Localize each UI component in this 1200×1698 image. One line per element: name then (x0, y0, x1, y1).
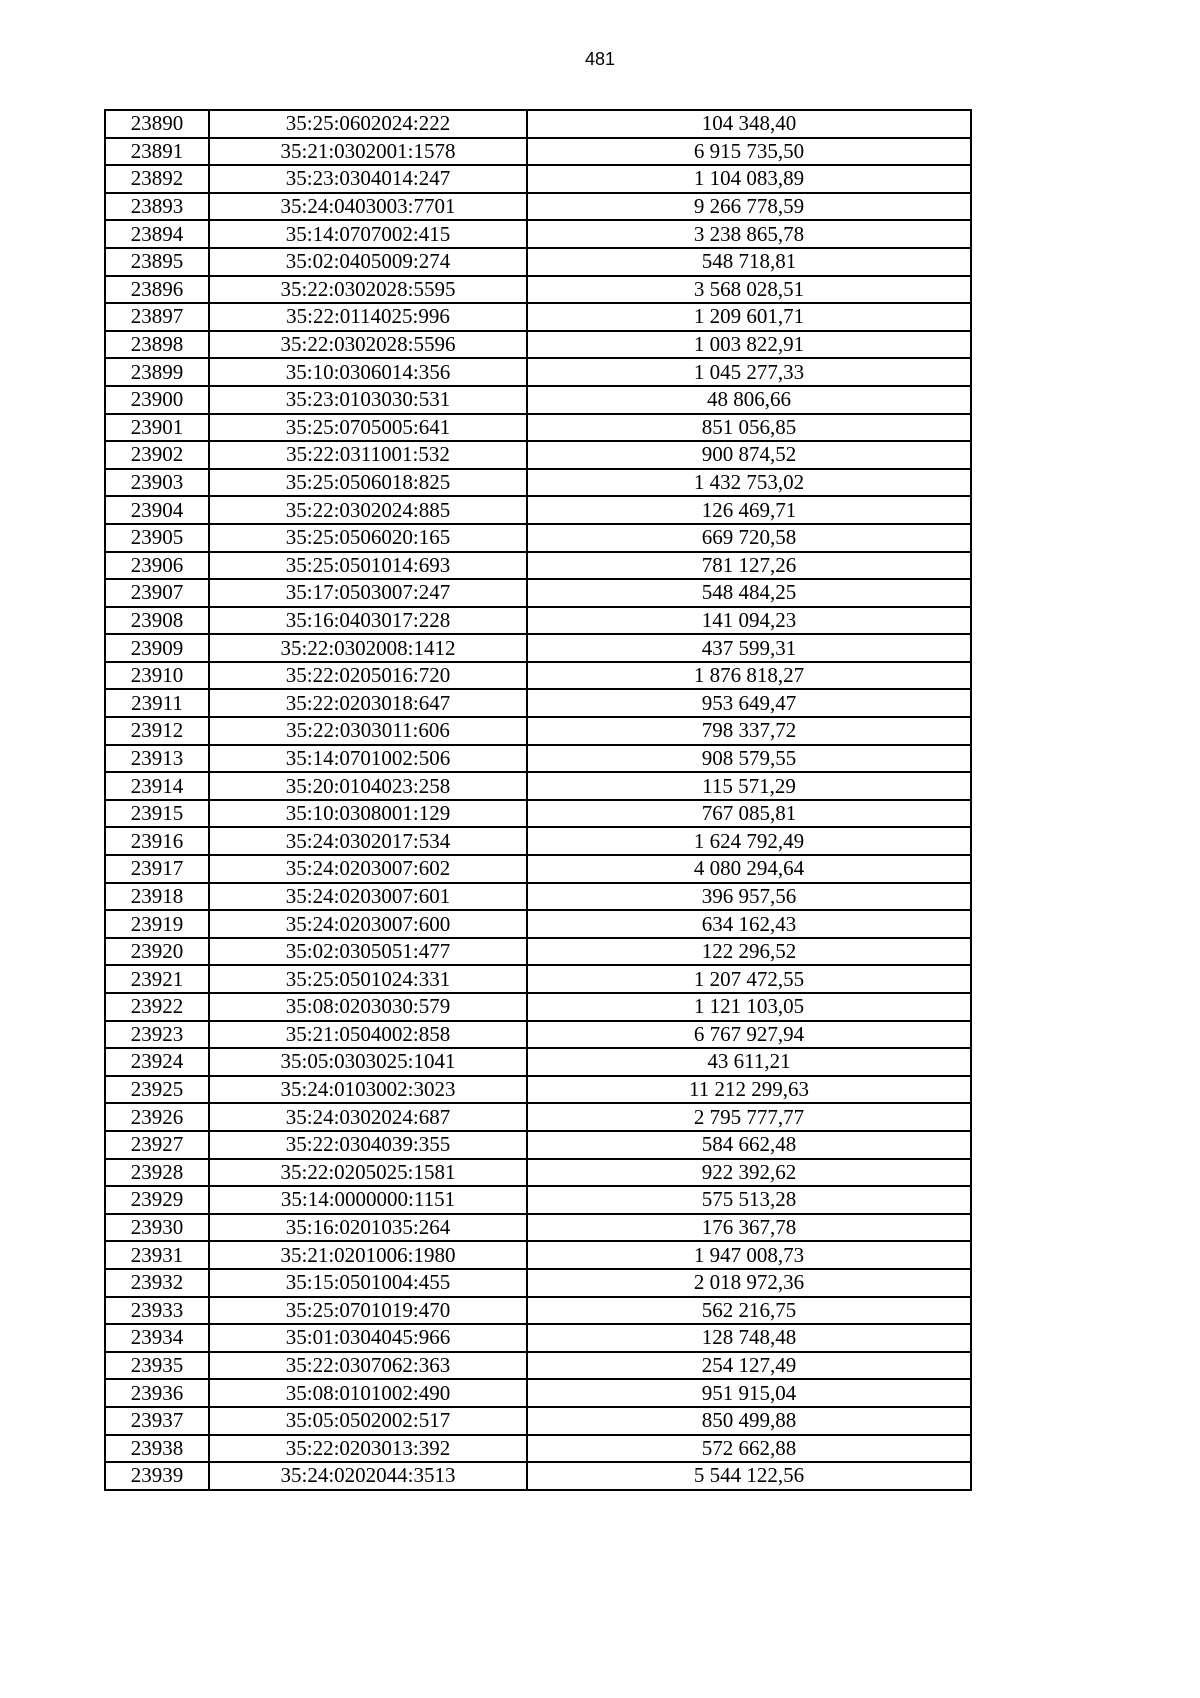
cadastral-number-cell: 35:08:0101002:490 (209, 1379, 527, 1407)
table-row (105, 1186, 971, 1214)
cadastral-number-cell: 35:25:0501014:693 (209, 552, 527, 580)
row-number-cell: 23923 (105, 1021, 209, 1049)
table-row (105, 1462, 971, 1490)
value-cell: 634 162,43 (527, 910, 971, 938)
table-row (105, 358, 971, 386)
table-row (105, 1103, 971, 1131)
value-cell: 1 624 792,49 (527, 827, 971, 855)
cadastral-number-cell: 35:24:0403003:7701 (209, 193, 527, 221)
cadastral-number-cell: 35:22:0302028:5595 (209, 276, 527, 304)
value-cell: 4 080 294,64 (527, 855, 971, 883)
value-cell: 43 611,21 (527, 1048, 971, 1076)
row-number-cell: 23910 (105, 662, 209, 690)
value-cell: 1 121 103,05 (527, 993, 971, 1021)
value-cell: 141 094,23 (527, 607, 971, 635)
row-number-cell: 23915 (105, 800, 209, 828)
value-cell: 572 662,88 (527, 1435, 971, 1463)
row-number-cell: 23901 (105, 414, 209, 442)
table-row (105, 331, 971, 359)
value-cell: 126 469,71 (527, 496, 971, 524)
row-number-cell: 23920 (105, 938, 209, 966)
row-number-cell: 23906 (105, 552, 209, 580)
table-row (105, 524, 971, 552)
row-number-cell: 23902 (105, 441, 209, 469)
value-cell: 254 127,49 (527, 1352, 971, 1380)
value-cell: 767 085,81 (527, 800, 971, 828)
table-row (105, 1269, 971, 1297)
row-number-cell: 23909 (105, 634, 209, 662)
value-cell: 548 484,25 (527, 579, 971, 607)
value-cell: 176 367,78 (527, 1214, 971, 1242)
cadastral-number-cell: 35:24:0202044:3513 (209, 1462, 527, 1490)
cadastral-number-cell: 35:05:0502002:517 (209, 1407, 527, 1435)
cadastral-number-cell: 35:22:0311001:532 (209, 441, 527, 469)
cadastral-number-cell: 35:21:0302001:1578 (209, 138, 527, 166)
row-number-cell: 23936 (105, 1379, 209, 1407)
value-cell: 851 056,85 (527, 414, 971, 442)
value-cell: 900 874,52 (527, 441, 971, 469)
table-row (105, 938, 971, 966)
cadastral-number-cell: 35:25:0701019:470 (209, 1297, 527, 1325)
value-cell: 575 513,28 (527, 1186, 971, 1214)
value-cell: 3 568 028,51 (527, 276, 971, 304)
cadastral-number-cell: 35:01:0304045:966 (209, 1324, 527, 1352)
value-cell: 1 045 277,33 (527, 358, 971, 386)
table-row (105, 607, 971, 635)
table-row (105, 1076, 971, 1104)
value-cell: 850 499,88 (527, 1407, 971, 1435)
cadastral-number-cell: 35:22:0114025:996 (209, 303, 527, 331)
cadastral-number-cell: 35:14:0707002:415 (209, 220, 527, 248)
row-number-cell: 23927 (105, 1131, 209, 1159)
table-row (105, 965, 971, 993)
table-body (105, 110, 971, 1490)
row-number-cell: 23921 (105, 965, 209, 993)
table-row (105, 1048, 971, 1076)
table-row (105, 745, 971, 773)
row-number-cell: 23891 (105, 138, 209, 166)
value-cell: 5 544 122,56 (527, 1462, 971, 1490)
table-row (105, 1131, 971, 1159)
value-cell: 1 432 753,02 (527, 469, 971, 497)
cadastral-number-cell: 35:23:0103030:531 (209, 386, 527, 414)
value-cell: 562 216,75 (527, 1297, 971, 1325)
cadastral-number-cell: 35:20:0104023:258 (209, 772, 527, 800)
table-row (105, 414, 971, 442)
value-cell: 584 662,48 (527, 1131, 971, 1159)
cadastral-number-cell: 35:16:0403017:228 (209, 607, 527, 635)
cadastral-number-cell: 35:25:0506018:825 (209, 469, 527, 497)
row-number-cell: 23900 (105, 386, 209, 414)
table-row (105, 1214, 971, 1242)
value-cell: 115 571,29 (527, 772, 971, 800)
row-number-cell: 23899 (105, 358, 209, 386)
table-row (105, 1407, 971, 1435)
cadastral-number-cell: 35:14:0000000:1151 (209, 1186, 527, 1214)
cadastral-number-cell: 35:22:0203018:647 (209, 689, 527, 717)
row-number-cell: 23937 (105, 1407, 209, 1435)
cadastral-number-cell: 35:25:0602024:222 (209, 110, 527, 138)
row-number-cell: 23916 (105, 827, 209, 855)
page-number: 481 (584, 49, 616, 69)
value-cell: 922 392,62 (527, 1159, 971, 1187)
row-number-cell: 23911 (105, 689, 209, 717)
row-number-cell: 23922 (105, 993, 209, 1021)
table-row (105, 1159, 971, 1187)
cadastral-number-cell: 35:10:0306014:356 (209, 358, 527, 386)
cadastral-number-cell: 35:15:0501004:455 (209, 1269, 527, 1297)
row-number-cell: 23892 (105, 165, 209, 193)
cadastral-number-cell: 35:25:0705005:641 (209, 414, 527, 442)
row-number-cell: 23904 (105, 496, 209, 524)
table-row (105, 634, 971, 662)
value-cell: 1 104 083,89 (527, 165, 971, 193)
table-row (105, 110, 971, 138)
value-cell: 11 212 299,63 (527, 1076, 971, 1104)
cadastral-number-cell: 35:24:0302017:534 (209, 827, 527, 855)
table-row (105, 552, 971, 580)
row-number-cell: 23890 (105, 110, 209, 138)
cadastral-number-cell: 35:02:0405009:274 (209, 248, 527, 276)
table-row (105, 469, 971, 497)
table-row (105, 1241, 971, 1269)
value-cell: 1 209 601,71 (527, 303, 971, 331)
value-cell: 908 579,55 (527, 745, 971, 773)
cadastral-number-cell: 35:22:0203013:392 (209, 1435, 527, 1463)
value-cell: 437 599,31 (527, 634, 971, 662)
row-number-cell: 23931 (105, 1241, 209, 1269)
table-row (105, 1324, 971, 1352)
cadastral-number-cell: 35:02:0305051:477 (209, 938, 527, 966)
row-number-cell: 23925 (105, 1076, 209, 1104)
cadastral-number-cell: 35:22:0302008:1412 (209, 634, 527, 662)
value-cell: 1 947 008,73 (527, 1241, 971, 1269)
cadastral-number-cell: 35:25:0506020:165 (209, 524, 527, 552)
row-number-cell: 23939 (105, 1462, 209, 1490)
row-number-cell: 23924 (105, 1048, 209, 1076)
row-number-cell: 23935 (105, 1352, 209, 1380)
table-row (105, 717, 971, 745)
cadastral-number-cell: 35:22:0302024:885 (209, 496, 527, 524)
cadastral-number-cell: 35:10:0308001:129 (209, 800, 527, 828)
table-row (105, 579, 971, 607)
cadastral-number-cell: 35:24:0203007:600 (209, 910, 527, 938)
row-number-cell: 23908 (105, 607, 209, 635)
row-number-cell: 23894 (105, 220, 209, 248)
table-row (105, 165, 971, 193)
row-number-cell: 23938 (105, 1435, 209, 1463)
cadastral-number-cell: 35:14:0701002:506 (209, 745, 527, 773)
row-number-cell: 23934 (105, 1324, 209, 1352)
value-cell: 953 649,47 (527, 689, 971, 717)
table-row (105, 220, 971, 248)
cadastral-number-cell: 35:23:0304014:247 (209, 165, 527, 193)
row-number-cell: 23933 (105, 1297, 209, 1325)
table-row (105, 993, 971, 1021)
table-row (105, 386, 971, 414)
cadastral-number-cell: 35:22:0205025:1581 (209, 1159, 527, 1187)
table-row (105, 248, 971, 276)
value-cell: 48 806,66 (527, 386, 971, 414)
registry-table (104, 109, 972, 1491)
value-cell: 1 003 822,91 (527, 331, 971, 359)
value-cell: 951 915,04 (527, 1379, 971, 1407)
table-row (105, 138, 971, 166)
row-number-cell: 23919 (105, 910, 209, 938)
value-cell: 122 296,52 (527, 938, 971, 966)
table-row (105, 1021, 971, 1049)
row-number-cell: 23918 (105, 883, 209, 911)
table-row (105, 827, 971, 855)
table-row (105, 193, 971, 221)
row-number-cell: 23929 (105, 1186, 209, 1214)
value-cell: 669 720,58 (527, 524, 971, 552)
row-number-cell: 23895 (105, 248, 209, 276)
value-cell: 798 337,72 (527, 717, 971, 745)
row-number-cell: 23907 (105, 579, 209, 607)
table-row (105, 910, 971, 938)
value-cell: 1 876 818,27 (527, 662, 971, 690)
table-row (105, 883, 971, 911)
cadastral-number-cell: 35:17:0503007:247 (209, 579, 527, 607)
value-cell: 3 238 865,78 (527, 220, 971, 248)
row-number-cell: 23917 (105, 855, 209, 883)
row-number-cell: 23932 (105, 1269, 209, 1297)
value-cell: 548 718,81 (527, 248, 971, 276)
table-row (105, 800, 971, 828)
row-number-cell: 23930 (105, 1214, 209, 1242)
table-row (105, 496, 971, 524)
table-row (105, 303, 971, 331)
row-number-cell: 23912 (105, 717, 209, 745)
value-cell: 2 018 972,36 (527, 1269, 971, 1297)
row-number-cell: 23905 (105, 524, 209, 552)
cadastral-number-cell: 35:22:0205016:720 (209, 662, 527, 690)
row-number-cell: 23928 (105, 1159, 209, 1187)
cadastral-number-cell: 35:22:0304039:355 (209, 1131, 527, 1159)
cadastral-number-cell: 35:24:0103002:3023 (209, 1076, 527, 1104)
cadastral-number-cell: 35:24:0302024:687 (209, 1103, 527, 1131)
table-row (105, 772, 971, 800)
row-number-cell: 23898 (105, 331, 209, 359)
cadastral-number-cell: 35:22:0303011:606 (209, 717, 527, 745)
table-row (105, 855, 971, 883)
cadastral-number-cell: 35:21:0504002:858 (209, 1021, 527, 1049)
value-cell: 781 127,26 (527, 552, 971, 580)
table-row (105, 662, 971, 690)
cadastral-number-cell: 35:25:0501024:331 (209, 965, 527, 993)
cadastral-number-cell: 35:24:0203007:601 (209, 883, 527, 911)
value-cell: 6 915 735,50 (527, 138, 971, 166)
value-cell: 104 348,40 (527, 110, 971, 138)
table-row (105, 276, 971, 304)
table-row (105, 1435, 971, 1463)
cadastral-number-cell: 35:05:0303025:1041 (209, 1048, 527, 1076)
value-cell: 2 795 777,77 (527, 1103, 971, 1131)
value-cell: 128 748,48 (527, 1324, 971, 1352)
cadastral-number-cell: 35:22:0302028:5596 (209, 331, 527, 359)
cadastral-number-cell: 35:16:0201035:264 (209, 1214, 527, 1242)
row-number-cell: 23893 (105, 193, 209, 221)
table-row (105, 441, 971, 469)
table-row (105, 1297, 971, 1325)
value-cell: 396 957,56 (527, 883, 971, 911)
row-number-cell: 23913 (105, 745, 209, 773)
cadastral-number-cell: 35:21:0201006:1980 (209, 1241, 527, 1269)
cadastral-number-cell: 35:24:0203007:602 (209, 855, 527, 883)
table-row (105, 1379, 971, 1407)
value-cell: 6 767 927,94 (527, 1021, 971, 1049)
row-number-cell: 23897 (105, 303, 209, 331)
cadastral-number-cell: 35:08:0203030:579 (209, 993, 527, 1021)
table-row (105, 689, 971, 717)
row-number-cell: 23914 (105, 772, 209, 800)
value-cell: 9 266 778,59 (527, 193, 971, 221)
row-number-cell: 23903 (105, 469, 209, 497)
row-number-cell: 23926 (105, 1103, 209, 1131)
cadastral-number-cell: 35:22:0307062:363 (209, 1352, 527, 1380)
row-number-cell: 23896 (105, 276, 209, 304)
value-cell: 1 207 472,55 (527, 965, 971, 993)
table-row (105, 1352, 971, 1380)
